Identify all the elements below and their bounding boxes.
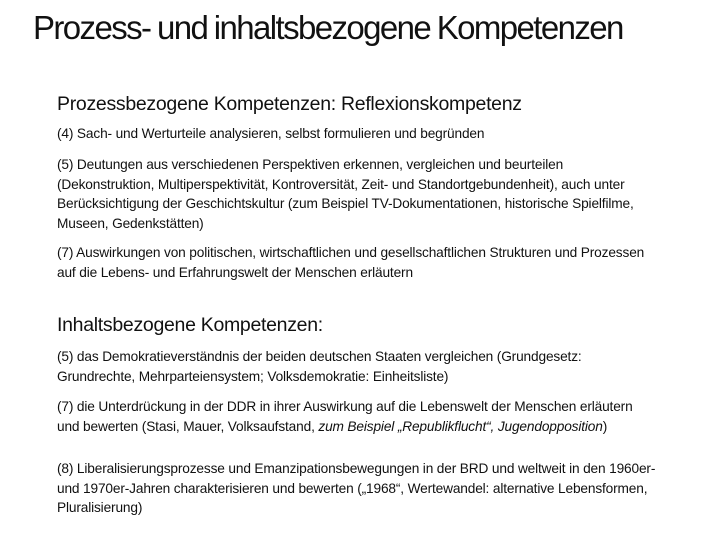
content-item-5: (5) das Demokratieverständnis der beiden deutschen Staaten vergleichen (Grundgesetz: Grundrechte, Mehrparteiensystem; Volksdemokratie: Einheitsliste) [57, 349, 582, 384]
content-item-8: (8) Liberalisierungsprozesse und Emanzipationsbewegungen in der BRD und weltweit in den 1960er- und 1970er-Jahren charakterisieren und bewerten („1968“, Wertewandel: alternative Lebensformen, Pluralisierung) [57, 461, 656, 515]
slide-title: Prozess- und inhaltsbezogene Kompetenzen [33, 9, 623, 46]
process-item-7: (7) Auswirkungen von politischen, wirtschaftlichen und gesellschaftlichen Strukturen und Prozessen auf die Lebens- und Erfahrungswelt der Menschen erläutern [57, 245, 645, 280]
process-competencies-heading: Prozessbezogene Kompetenzen: Reflexionskompetenz [57, 93, 522, 115]
content-item-7-examples: zum Beispiel „Republikflucht“, Jugendopposition [318, 418, 603, 434]
process-item-5: (5) Deutungen aus verschiedenen Perspektiven erkennen, vergleichen und beurteilen (Dekonstruktion, Multiperspektivität, Kontroversität, Zeit- und Standortgebundenheit), auch unter Berücksichtigung der Geschichtskultur (zum Beispiel TV-Dokumentationen, historische Spielfilme, Museen, Gedenkstätten) [57, 157, 634, 231]
content-item-7-text: (7) die Unterdrückung in der DDR in ihrer Auswirkung auf die Lebenswelt der Menschen erläutern und bewerten (Stasi, Mauer, Volksaufstand, [57, 399, 633, 434]
content-item-7 [57, 397, 657, 436]
content-competencies-heading: Inhaltsbezogene Kompetenzen: [57, 314, 323, 336]
content-item-7-closing: ) [602, 418, 608, 434]
process-item-4: (4) Sach- und Werturteile analysieren, selbst formulieren und begründen [57, 126, 485, 141]
